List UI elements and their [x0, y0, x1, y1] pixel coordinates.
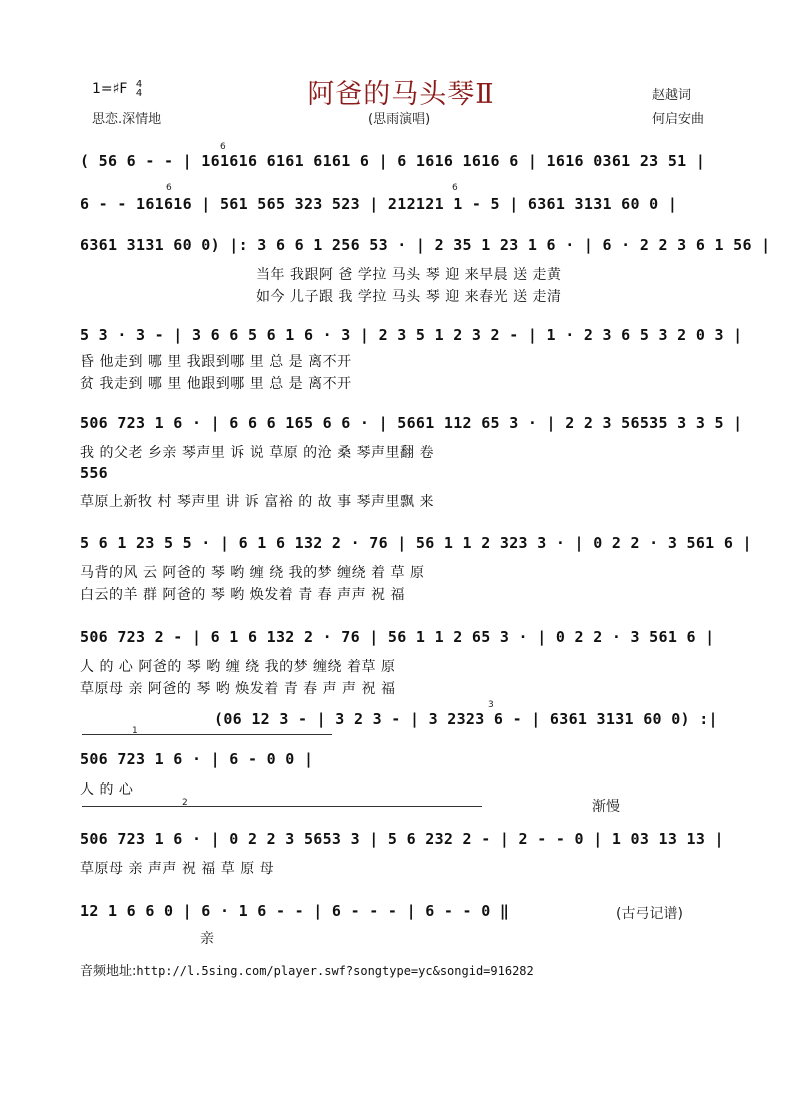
- lyric-line-5b: 草原母 亲 阿爸的 琴 哟 焕发着 青 春 声 声 祝 福: [80, 681, 396, 697]
- score-line-10: 12 1 6 6 0 | 6 · 1 6 - - | 6 - - - | 6 - - 0 ‖: [80, 902, 510, 920]
- score-line-1: ( 56 6 - - | 161616 6161 6161 6 | 6 1616 1616 6 | 1616 0361 23 51 |: [80, 152, 706, 170]
- composer-credit: 何启安曲: [652, 112, 705, 127]
- tempo-change-marking: 渐慢: [592, 799, 620, 815]
- lyric-line-2b: 贫 我走到 哪 里 他跟到哪 里 总 是 离不开: [80, 376, 352, 392]
- score-line-2: 6 - - 161616 | 561 565 323 523 | 212121 1 - 5 | 6361 3131 60 0 |: [80, 195, 678, 213]
- audio-address: [80, 960, 534, 979]
- audio-label: 音频地址:: [80, 964, 137, 979]
- lyric-line-8: 亲: [200, 931, 215, 947]
- volta-1-bracket: [82, 734, 332, 735]
- transcriber-credit: (古弓记谱): [616, 906, 683, 922]
- volta-1-label: 1: [132, 726, 138, 736]
- score-line-3: 6361 3131 60 0) |: 3 6 6 1 256 53 · | 2 35 1 23 1 6 · | 6 · 2 2 3 6 1 56 |: [80, 236, 771, 254]
- lyric-line-7: 草原母 亲 声声 祝 福 草 原 母: [80, 861, 275, 877]
- tuplet-marker-2: 6: [166, 183, 172, 193]
- lyric-line-3a: 我 的父老 乡亲 琴声里 诉 说 草原 的沧 桑 琴声里翻 卷: [80, 445, 435, 461]
- volta-2-bracket: [82, 806, 482, 807]
- tuplet-marker-1: 6: [220, 142, 226, 152]
- key-signature: [92, 80, 142, 98]
- score-line-6: 5 6 1 23 5 5 · | 6 1 6 132 2 · 76 | 56 1 1 2 323 3 · | 0 2 2 · 3 561 6 |: [80, 534, 752, 552]
- score-line-8: 506 723 1 6 · | 6 - 0 0 |: [80, 750, 314, 768]
- lyric-line-4b: 白云的羊 群 阿爸的 琴 哟 焕发着 青 春 声声 祝 福: [80, 587, 406, 603]
- score-line-4: 5 3 · 3 - | 3 6 6 5 6 1 6 · 3 | 2 3 5 1 2 3 2 - | 1 · 2 3 6 5 3 2 0 3 |: [80, 326, 743, 344]
- audio-url-link[interactable]: http://l.5sing.com/player.swf?songtype=yc&songid=916282: [136, 964, 534, 978]
- volta-2-label: 2: [182, 798, 188, 808]
- interlude-line: (06 12 3 - | 3 2 3 - | 3 2323 6 - | 6361 3131 60 0) :|: [214, 710, 718, 728]
- score-line-5: 506 723 1 6 · | 6 6 6 165 6 6 · | 5661 112 65 3 · | 2 2 3 56535 3 3 5 |: [80, 414, 743, 432]
- singer-credit: (思雨演唱): [368, 112, 431, 127]
- key-text: 1=♯F: [92, 81, 128, 97]
- score-line-9: 506 723 1 6 · | 0 2 2 3 5653 3 | 5 6 232 2 - | 2 - - 0 | 1 03 13 13 |: [80, 830, 724, 848]
- time-sig-bottom: 4: [135, 88, 143, 99]
- score-line-5-alt: 556: [80, 464, 108, 482]
- tuplet-marker-3: 6: [452, 183, 458, 193]
- time-signature: [136, 80, 142, 98]
- lyricist-credit: 赵越词: [652, 88, 692, 103]
- song-title: 阿爸的马头琴Ⅱ: [307, 79, 495, 110]
- score-line-7: 506 723 2 - | 6 1 6 132 2 · 76 | 56 1 1 2 65 3 · | 0 2 2 · 3 561 6 |: [80, 628, 715, 646]
- lyric-line-4a: 马背的风 云 阿爸的 琴 哟 缠 绕 我的梦 缠绕 着 草 原: [80, 565, 425, 581]
- lyric-line-3b: 草原上新牧 村 琴声里 讲 诉 富裕 的 故 事 琴声里飘 来: [80, 494, 435, 510]
- time-sig-top: 4: [135, 79, 143, 90]
- lyric-line-2a: 昏 他走到 哪 里 我跟到哪 里 总 是 离不开: [80, 354, 352, 370]
- expression-marking: 思恋.深情地: [92, 112, 162, 127]
- lyric-line-6: 人 的 心: [80, 782, 134, 798]
- tuplet-marker-4: 3: [488, 700, 494, 710]
- lyric-line-1b: 如今 儿子跟 我 学拉 马头 琴 迎 来春光 送 走清: [256, 289, 562, 305]
- lyric-line-1a: 当年 我跟阿 爸 学拉 马头 琴 迎 来早晨 送 走黄: [256, 267, 562, 283]
- lyric-line-5a: 人 的 心 阿爸的 琴 哟 缠 绕 我的梦 缠绕 着草 原: [80, 659, 396, 675]
